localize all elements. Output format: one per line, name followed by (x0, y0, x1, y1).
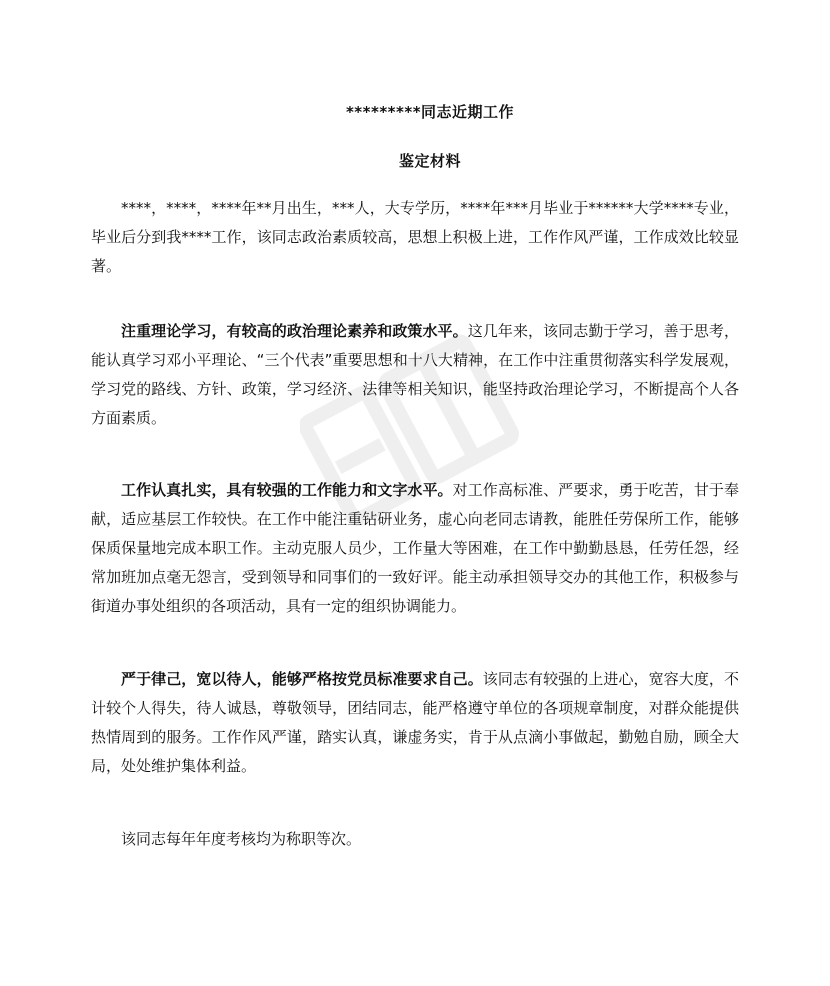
paragraph-lead: 注重理论学习，有较高的政治理论素养和政策水平。 (121, 322, 468, 340)
paragraph-text: 该同志每年年度考核均为称职等次。 (121, 830, 362, 848)
paragraph-lead: 工作认真扎实，具有较强的工作能力和文字水平。 (121, 481, 453, 499)
paragraph-text: 对工作高标准、严要求，勇于吃苦，甘于奉献，适应基层工作较快。在工作中能注重钻研业务，虚心向老同志请教，能胜任劳保所工作，能够保质保量地完成本职工作。主动克服人员少，工作量大等困难，在工作中勤勤恳恳，任劳任怨，经常加班加点毫无怨言，受到领导和同事们的一致好评。能主动承担领导交办的其他工作，积极参与街道办事处组织的各项活动，具有一定的组织协调能力。 (91, 481, 739, 615)
paragraph-lead: 严于律己，宽以待人，能够严格按党员标准要求自己。 (121, 670, 483, 688)
document-subtitle: 鉴定材料 (398, 152, 461, 170)
paragraph-text: 该同志有较强的上进心，宽容大度，不计较个人得失，待人诚恳，尊敬领导，团结同志，能严格遵守单位的各项规章制度，对群众能提供热情周到的服务。工作作风严谨，踏实认真，谦虚务实，肯于从点滴小事做起，勤勉自励，顾全大局，处处维护集体利益。 (91, 670, 739, 775)
paragraph-intro (91, 194, 739, 281)
paragraph-theory-study (91, 317, 739, 433)
paragraph-work-ability (91, 476, 739, 621)
document-title: *********同志近期工作 (345, 103, 515, 121)
paragraph-annual-review (91, 825, 739, 854)
paragraph-text: 这几年来，该同志勤于学习，善于思考，能认真学习邓小平理论、“三个代表”重要思想和十八大精神，在工作中注重贯彻落实科学发展观，学习党的路线、方针、政策，学习经济、法律等相关知识，能坚持政治理论学习，不断提高个人各方面素质。 (91, 322, 739, 427)
paragraph-text: ****，****，****年**月出生，***人，大专学历，****年***月毕业于******大学****专业，毕业后分到我****工作，该同志政治素质较高，思想上积极上进，工作作风严谨，工作成效比较显著。 (91, 199, 739, 275)
paragraph-self-discipline (91, 665, 739, 781)
